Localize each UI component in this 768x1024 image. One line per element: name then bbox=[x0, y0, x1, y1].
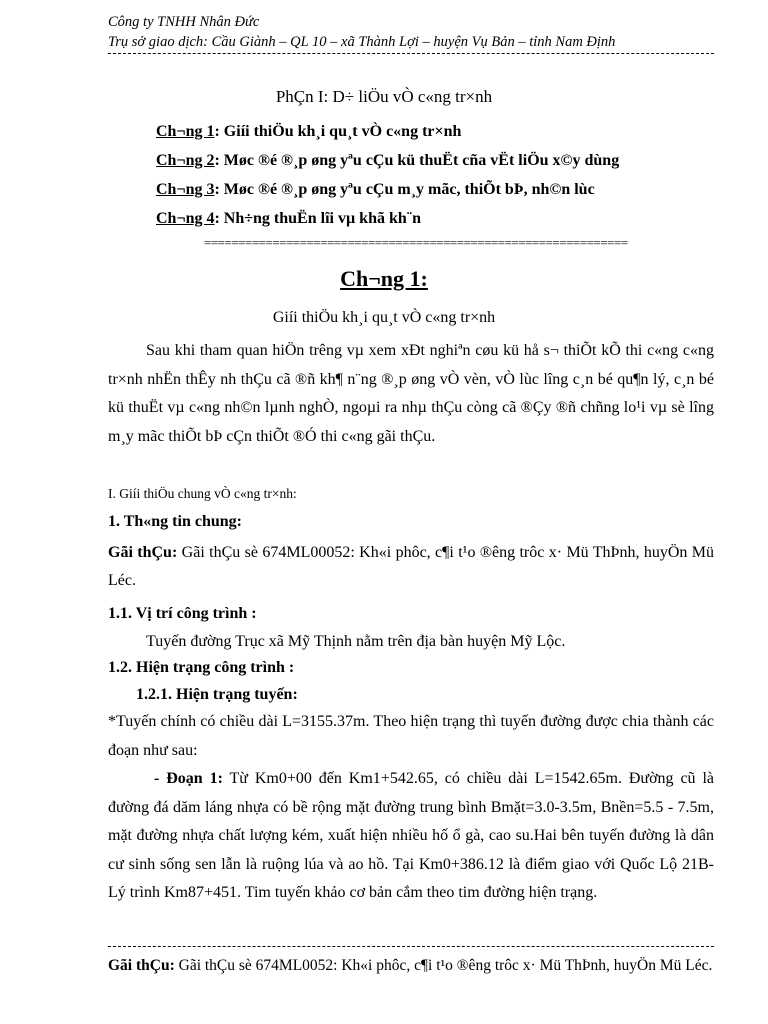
toc-item-label: Ch¬ng 3 bbox=[156, 181, 215, 198]
separator-line: ============================================================== bbox=[204, 236, 628, 250]
part-title: PhÇn I: D÷ liÖu vÒ c«ng tr×nh bbox=[275, 87, 493, 106]
toc-item-2 bbox=[156, 151, 619, 171]
location-text: Tuyến đường Trục xã Mỹ Thịnh nằm trên địa bàn huyện Mỹ Lộc. bbox=[146, 633, 566, 650]
section-heading-1-2: 1.2. Hiện trạng công trình : bbox=[108, 659, 295, 676]
toc-item-text: : Møc ®é ®¸p øng yªu cÇu m¸y mãc, thiÕt bÞ, nh©n lùc bbox=[214, 181, 595, 198]
footer-label: Gãi thÇu: bbox=[108, 957, 175, 974]
chapter-title: Ch¬ng 1: bbox=[340, 266, 428, 291]
segment-1-text: Từ Km0+00 đến Km1+542.65, có chiều dài L=1542.65m. Đường cũ là đường đá dăm láng nhựa có bề rộng mặt đường trung bình Bmặt=3.0-3.5m, Bnền=5.5 - 7.5m, mặt đường nhựa chất lượng kém, xuất hiện nhiều hố ổ gà, cao su.Hai bên tuyến đường là dân cư sinh sống sen lẫn là ruộng lúa và ao hồ. Tại Km0+386.12 là điểm giao với Quốc Lộ 21B-Lý trình Km87+451. Tim tuyến khảo cơ bản cắm theo tim đường hiện trạng. bbox=[108, 770, 715, 901]
package-text: Gãi thÇu sè 674ML00052: Kh«i phôc, c¶i t¹o ®êng trôc x· Mü ThÞnh, huyÖn Mü Léc. bbox=[108, 544, 714, 589]
footer-text: Gãi thÇu sè 674ML0052: Kh«i phôc, c¶i t¹o ®êng trôc x· Mü ThÞnh, huyÖn Mü Léc. bbox=[174, 957, 713, 974]
toc-item-text: : Møc ®é ®¸p øng yªu cÇu kü thuËt cña vËt liÖu x©y dùng bbox=[214, 152, 620, 169]
header-rule bbox=[108, 53, 714, 54]
toc-item-label: Ch¬ng 4 bbox=[156, 210, 215, 227]
section-heading-I: I. Giíi thiÖu chung vÒ c«ng tr×nh: bbox=[108, 486, 297, 501]
section-heading-1-2-1: 1.2.1. Hiện trạng tuyến: bbox=[136, 686, 298, 703]
footer-rule bbox=[108, 946, 714, 947]
toc-item-1 bbox=[156, 122, 461, 142]
toc-item-label: Ch¬ng 2 bbox=[156, 152, 215, 169]
section-heading-1: 1. Th«ng tin chung: bbox=[108, 513, 242, 530]
segment-1-paragraph bbox=[108, 765, 714, 908]
toc-item-4 bbox=[156, 209, 421, 229]
intro-paragraph: Sau khi tham quan hiÖn trêng vµ xem xÐt nghiªn cøu kü hå s¬ thiÕt kÕ thi c«ng c«ng tr×nh nhËn thÊy nh thÇu cã ®ñ kh¶ n¨ng ®¸p øng vÒ vèn, vÒ lùc lîng c¸n bé qu¶n lý, c¸n bé kü thuËt vµ c«ng nh©n lµnh nghÒ, ngoµi ra nhµ thÇu còng cã ®Çy ®ñ chñng lo¹i vµ sè lîng m¸y mãc thiÕt bÞ cÇn thiÕt ®Ó thi c«ng gãi thÇu. bbox=[108, 342, 714, 445]
segment-1-label: - Đoạn 1: bbox=[154, 770, 223, 787]
header-address: Trụ sở giao dịch: Cầu Giành – QL 10 – xã Thành Lợi – huyện Vụ Bản – tỉnh Nam Định bbox=[108, 34, 616, 50]
header-company: Công ty TNHH Nhân Đức bbox=[108, 14, 260, 30]
section-heading-1-1: 1.1. Vị trí công trình : bbox=[108, 605, 257, 622]
toc-item-label: Ch¬ng 1 bbox=[156, 123, 215, 140]
footer bbox=[108, 954, 714, 978]
toc-item-3 bbox=[156, 180, 595, 200]
toc-item-text: : Giíi thiÖu kh¸i qu¸t vÒ c«ng tr×nh bbox=[214, 123, 462, 140]
toc-item-text: : Nh÷ng thuËn lîi vµ khã kh¨n bbox=[214, 210, 421, 227]
route-description: *Tuyến chính có chiều dài L=3155.37m. Theo hiện trạng thì tuyến đường được chia thành các đoạn như sau: bbox=[108, 713, 714, 759]
chapter-subtitle: Giíi thiÖu kh¸i qu¸t vÒ c«ng tr×nh bbox=[272, 309, 496, 326]
package-paragraph bbox=[108, 539, 714, 595]
package-label: Gãi thÇu: bbox=[108, 544, 178, 561]
